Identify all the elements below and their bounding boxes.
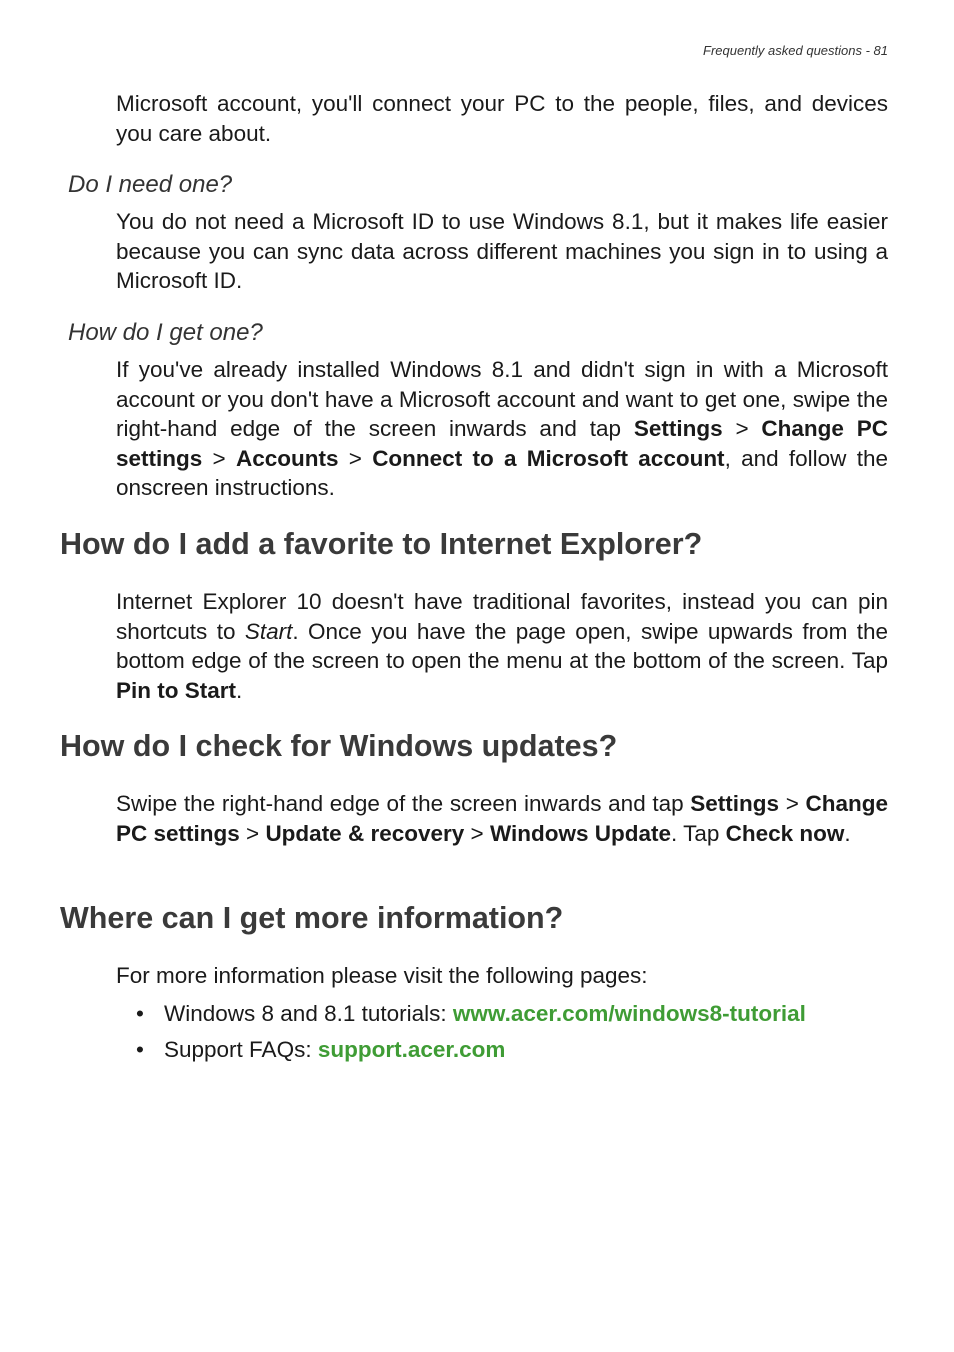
heading-favorites: How do I add a favorite to Internet Explorer?	[60, 527, 703, 561]
start-term: Start	[244, 618, 293, 644]
change-pc-settings-term: Change PC settings	[116, 791, 888, 846]
settings-term: Settings	[633, 416, 723, 441]
more-info-list	[136, 996, 896, 1068]
subheading-how-do-i-get-one: How do I get one?	[68, 319, 263, 346]
accounts-term: Accounts	[235, 445, 339, 471]
more-info-intro: For more information please visit the following pages:	[116, 963, 648, 988]
separator: >	[338, 445, 373, 471]
check-now-term: Check now	[725, 820, 845, 846]
updates-text: Swipe the right-hand edge of the screen inwards and tap	[116, 791, 691, 816]
updates-text-mid: . Tap	[670, 820, 726, 846]
heading-updates: How do I check for Windows updates?	[60, 729, 618, 763]
connect-microsoft-account-term: Connect to a Microsoft account	[372, 445, 725, 471]
need-one-paragraph: You do not need a Microsoft ID to use Windows 8.1, but it makes life easier because you can sync data across different machines you sign in to using a Microsoft ID.	[116, 209, 888, 293]
separator: >	[464, 820, 490, 846]
change-pc-settings-term: Change PC settings	[116, 416, 888, 471]
list-item	[136, 1032, 896, 1068]
support-link[interactable]: support.acer.com	[317, 1037, 506, 1062]
heading-more-info: Where can I get more information?	[60, 901, 564, 935]
favorites-text-mid: . Once you have the page open, swipe upwards from the bottom edge of the screen to open the menu at the bottom of the screen. Tap	[116, 618, 888, 673]
separator: >	[722, 416, 762, 441]
list-item-label: Windows 8 and 8.1 tutorials:	[164, 1001, 453, 1026]
separator: >	[239, 820, 266, 846]
favorites-paragraph	[116, 587, 888, 705]
tutorial-link[interactable]: www.acer.com/windows8-tutorial	[452, 1001, 806, 1026]
bullet-icon: •	[136, 1001, 144, 1026]
running-header: Frequently asked questions - 81	[703, 43, 888, 58]
windows-update-term: Windows Update	[489, 820, 671, 846]
list-item	[136, 996, 896, 1032]
favorites-text-end: .	[236, 677, 243, 703]
list-item-label: Support FAQs:	[164, 1037, 318, 1062]
get-one-paragraph	[116, 355, 888, 503]
updates-paragraph	[116, 789, 888, 848]
favorites-text: Internet Explorer 10 doesn't have traditional favorites, instead you can pin shortcuts to	[116, 589, 888, 644]
get-one-text: If you've already installed Windows 8.1 and didn't sign in with a Microsoft account or you don't have a Microsoft account and want to get one, swipe the right-hand edge of the screen inwards and tap	[116, 357, 888, 441]
update-recovery-term: Update & recovery	[265, 820, 465, 846]
intro-paragraph: Microsoft account, you'll connect your PC to the people, files, and devices you care about.	[116, 91, 888, 146]
updates-text-end: .	[844, 820, 851, 846]
bullet-icon: •	[136, 1037, 144, 1062]
separator: >	[202, 445, 236, 471]
get-one-text-end: , and follow the onscreen instructions.	[116, 445, 888, 500]
pin-to-start-term: Pin to Start	[116, 677, 237, 703]
settings-term: Settings	[690, 791, 780, 816]
separator: >	[779, 791, 806, 816]
subheading-do-i-need-one: Do I need one?	[68, 171, 233, 198]
